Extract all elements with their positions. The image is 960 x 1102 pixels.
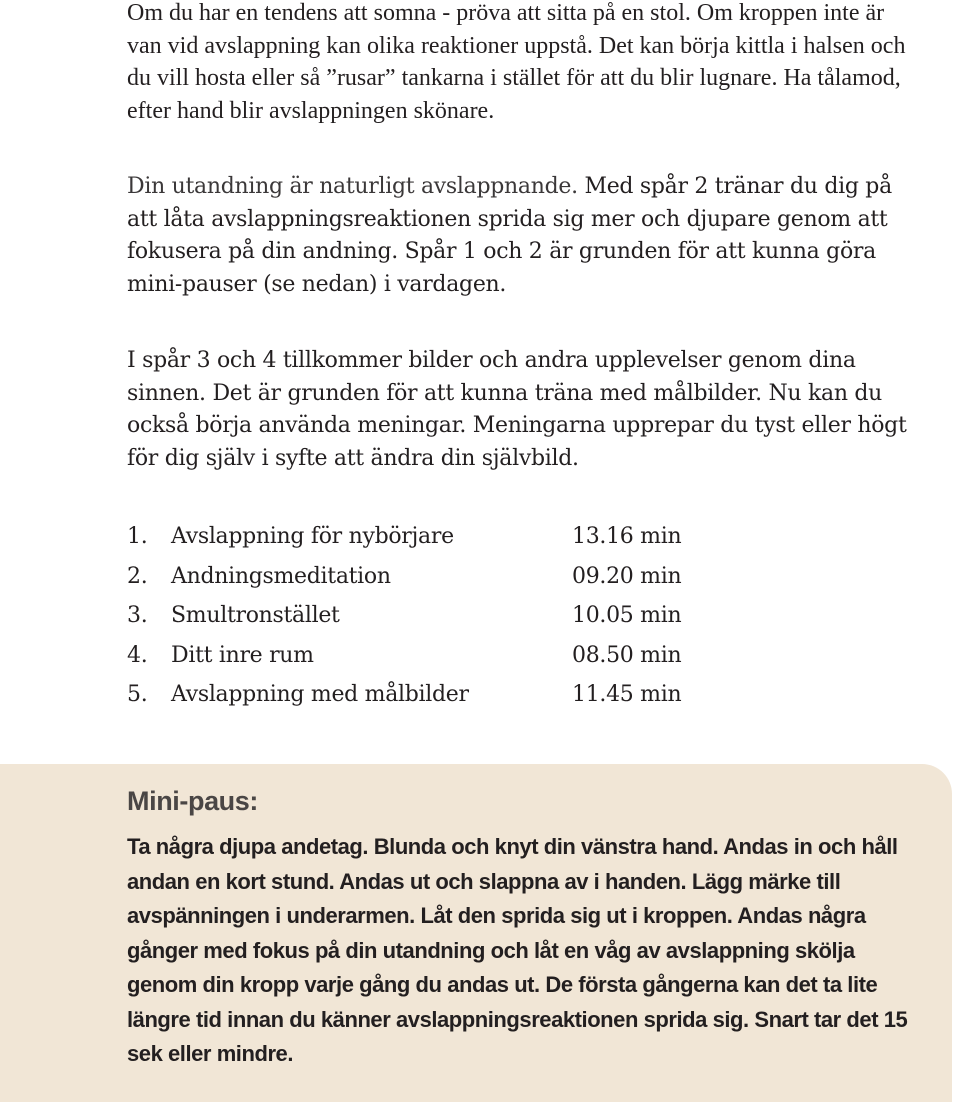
mini-paus-text: Ta några djupa andetag. Blunda och knyt din vänstra hand. Andas in och håll andan en kort stund. Andas ut och slappna av i handen. Lägg märke till avspänningen i underarmen. Låt den sprida sig ut i kroppen. Andas några gånger med fokus på din utandning och låt en våg av avslappning skölja genom din kropp varje gång du andas ut. De första gångerna kan det ta lite längre tid innan du känner avslappningsreaktionen sprida sig. Snart tar det 15 sek eller mindre.	[127, 834, 908, 1066]
track-item	[127, 679, 727, 719]
track-number: 1.	[127, 524, 148, 549]
breathing-paragraph-body: Med spår 2 tränar du dig på att låta avslappningsreaktionen sprida sig mer och djupare genom att fokusera på din andning. Spår 1 och 2 är grunden för att kunna göra mini-pauser (se nedan) i vardagen.	[127, 174, 892, 297]
track-duration: 10.05 min	[572, 603, 682, 628]
imagery-paragraph: I spår 3 och 4 tillkommer bilder och andra upplevelser genom dina sinnen. Det är grunden för att kunna träna med målbilder. Nu kan du också börja använda meningar. Meningarna upprepar du tyst eller högt för dig själv i syfte att ändra din självbild.	[127, 348, 907, 471]
track-number: 4.	[127, 642, 148, 668]
track-duration: 13.16 min	[572, 524, 682, 549]
track-title: Ditt inre rum	[171, 642, 314, 668]
track-item	[127, 561, 727, 601]
mini-paus-box	[0, 764, 952, 1102]
mini-paus-heading: Mini-paus:	[127, 786, 258, 816]
track-title: Avslappning för nybörjare	[171, 524, 454, 549]
track-number: 3.	[127, 603, 148, 628]
track-item	[127, 600, 727, 640]
track-duration: 08.50 min	[572, 642, 682, 668]
track-number: 2.	[127, 563, 148, 589]
breathing-paragraph	[127, 171, 917, 301]
breathing-paragraph-lead: Din utandning är naturligt avslappnande.	[127, 174, 578, 199]
track-title: Smultronstället	[171, 603, 340, 628]
track-list	[127, 521, 727, 719]
track-duration: 09.20 min	[572, 563, 682, 589]
track-title: Andningsmeditation	[171, 563, 391, 589]
track-title: Avslappning med målbilder	[171, 682, 469, 707]
intro-paragraph: Om du har en tendens att somna - pröva att sitta på en stol. Om kroppen inte är van vid avslappning kan olika reaktioner uppstå. Det kan börja kittla i halsen och du vill hosta eller så ”rusar” tankarna i stället för att du blir lugnare. Ha tålamod, efter hand blir avslappningen skönare.	[127, 0, 906, 124]
track-duration: 11.45 min	[572, 682, 682, 707]
track-number: 5.	[127, 682, 148, 707]
track-item	[127, 640, 727, 680]
track-item	[127, 521, 727, 561]
